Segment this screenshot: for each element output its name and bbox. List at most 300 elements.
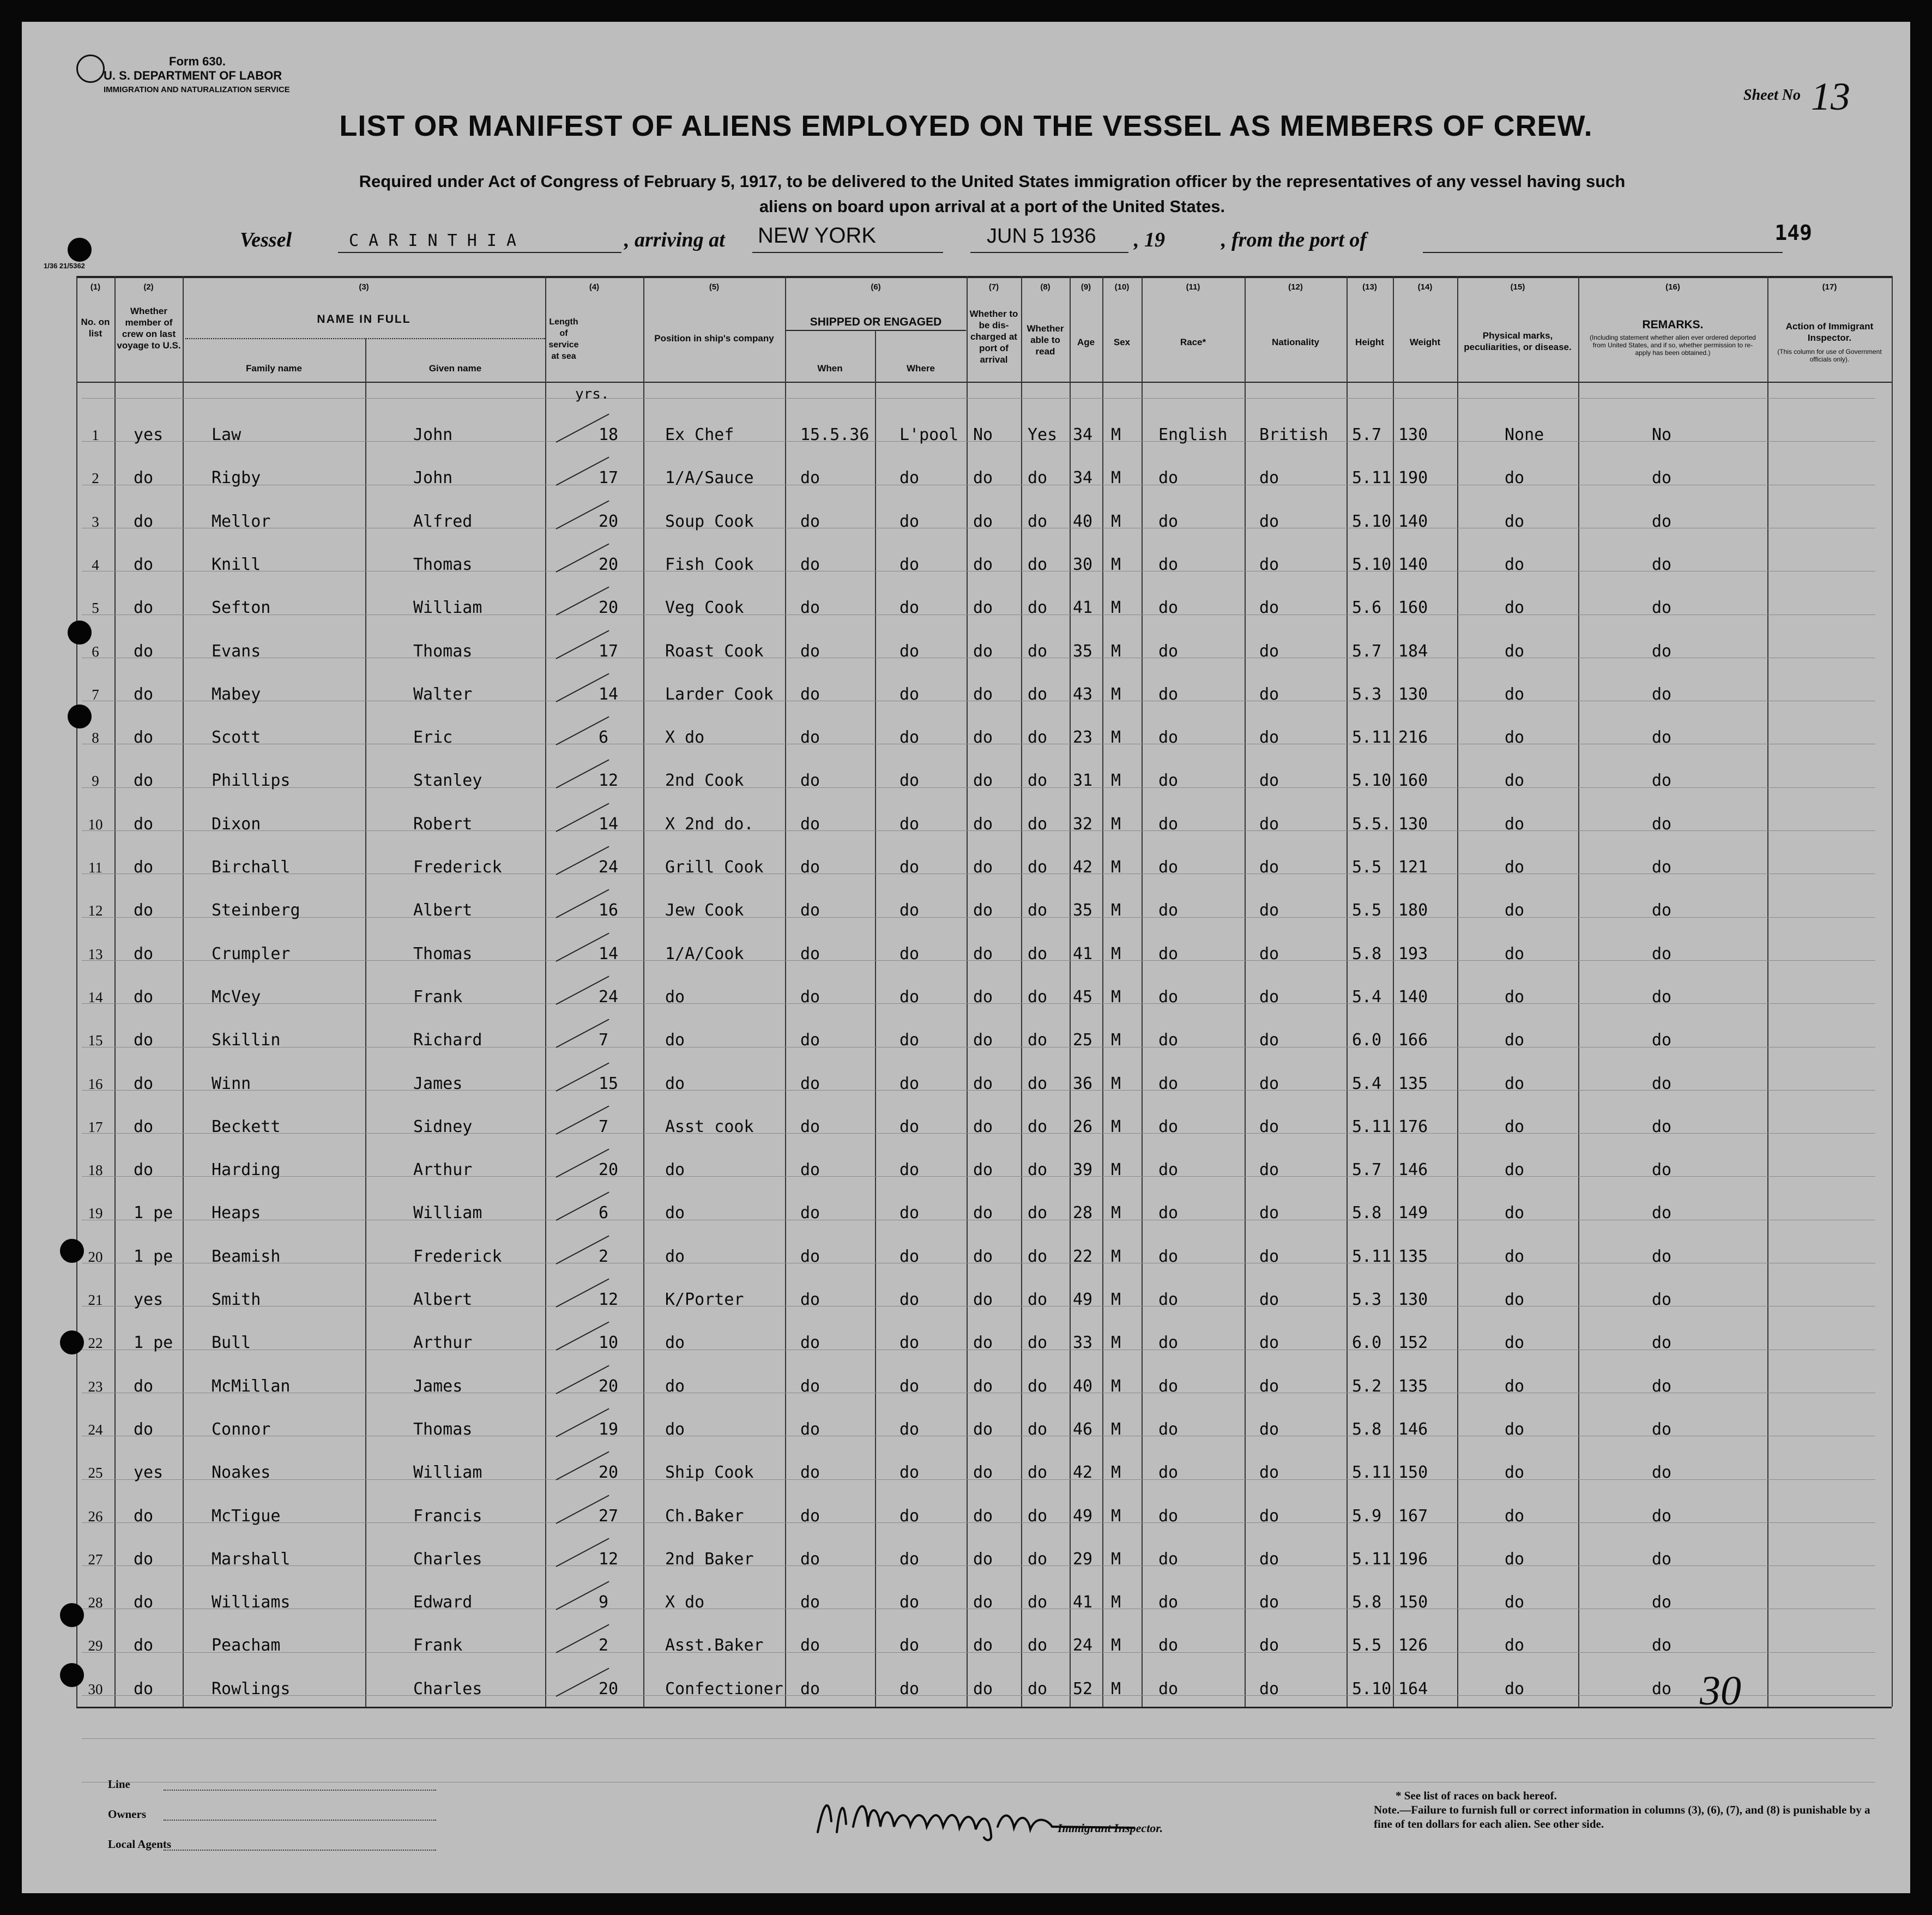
row-number: 3	[92, 514, 99, 530]
cell-given: Thomas	[413, 555, 473, 574]
cell-position: Grill Cook	[665, 858, 764, 877]
cell-race: do	[1158, 1550, 1179, 1569]
colnum-2: (2)	[143, 282, 154, 292]
cell-height: 5.10	[1352, 512, 1392, 531]
cell-physical: do	[1505, 1463, 1525, 1482]
cell-sex: M	[1111, 1160, 1121, 1179]
row-number: 30	[88, 1681, 103, 1697]
cell-service: 6	[599, 1203, 609, 1223]
cell-sex: M	[1111, 858, 1121, 877]
cell-remarks: do	[1652, 1463, 1672, 1482]
row-number: 20	[88, 1249, 103, 1265]
subtitle-line-1: Required under Act of Congress of February 5, 1917, to be delivered to the United States immigration officer by the representatives of any vessel having such	[359, 172, 1626, 191]
cell-age: 22	[1073, 1247, 1093, 1266]
colnum-8: (8)	[1040, 282, 1050, 292]
cell-crew: do	[134, 642, 154, 661]
cell-physical: do	[1505, 1290, 1525, 1309]
cell-physical: do	[1505, 1247, 1525, 1266]
cell-when: do	[800, 728, 820, 747]
cell-crew: yes	[134, 425, 164, 444]
cell-given: Albert	[413, 1290, 473, 1309]
cell-when: do	[800, 901, 820, 920]
cell-nationality: do	[1259, 1333, 1279, 1352]
colnum-17: (17)	[1822, 282, 1837, 292]
cell-when: do	[800, 1507, 820, 1526]
cell-age: 40	[1073, 512, 1093, 531]
department-name: U. S. DEPARTMENT OF LABOR	[104, 69, 282, 82]
cell-weight: 130	[1398, 685, 1428, 704]
handwritten-total: 30	[1700, 1668, 1741, 1714]
cell-read: do	[1028, 1679, 1048, 1699]
row-number: 24	[88, 1422, 103, 1438]
cell-read: do	[1028, 1160, 1048, 1179]
cell-position: 2nd Baker	[665, 1550, 754, 1569]
cell-given: Frank	[413, 1636, 463, 1655]
cell-weight: 167	[1398, 1507, 1428, 1526]
cell-weight: 152	[1398, 1333, 1428, 1352]
cell-weight: 146	[1398, 1160, 1428, 1179]
subtitle-line-2: aliens on board upon arrival at a port of the United States.	[759, 197, 1225, 216]
cell-weight: 146	[1398, 1420, 1428, 1439]
cell-physical: do	[1505, 1377, 1525, 1396]
cell-physical: do	[1505, 468, 1525, 487]
cell-nationality: do	[1259, 555, 1279, 574]
cell-age: 41	[1073, 598, 1093, 617]
cell-height: 5.3	[1352, 685, 1382, 704]
row-number: 10	[88, 816, 103, 833]
cell-race: do	[1158, 901, 1179, 920]
cell-discharged: do	[973, 987, 993, 1007]
cell-height: 5.10	[1352, 1679, 1392, 1699]
cell-where: do	[899, 815, 920, 834]
vessel-name: C A R I N T H I A	[349, 231, 517, 250]
colnum-4: (4)	[589, 282, 600, 292]
cell-discharged: do	[973, 1290, 993, 1309]
agents-label: Local Agents	[108, 1838, 172, 1851]
cell-when: do	[800, 1203, 820, 1223]
cell-crew: do	[134, 771, 154, 790]
cell-weight: 149	[1398, 1203, 1428, 1223]
form-number: Form 630.	[169, 55, 226, 68]
cell-race: do	[1158, 1074, 1179, 1093]
cell-sex: M	[1111, 815, 1121, 834]
cell-crew: do	[134, 728, 154, 747]
cell-position: do	[665, 1333, 685, 1352]
cell-given: Walter	[413, 685, 473, 704]
cell-position: do	[665, 987, 685, 1007]
cell-crew: do	[134, 815, 154, 834]
cell-given: James	[413, 1377, 463, 1396]
cell-given: Robert	[413, 815, 473, 834]
cell-where: do	[899, 1550, 920, 1569]
cell-family: Knill	[212, 555, 261, 574]
cell-given: Charles	[413, 1679, 482, 1699]
cell-position: Roast Cook	[665, 642, 764, 661]
cell-race: do	[1158, 685, 1179, 704]
cell-read: do	[1028, 944, 1048, 963]
cell-position: do	[665, 1074, 685, 1093]
cell-remarks: do	[1652, 555, 1672, 574]
sheet-number-value: 13	[1811, 75, 1850, 118]
cell-physical: do	[1505, 858, 1525, 877]
cell-given: Frederick	[413, 1247, 502, 1266]
cell-nationality: do	[1259, 1636, 1279, 1655]
cell-where: do	[899, 512, 920, 531]
cell-sex: M	[1111, 728, 1121, 747]
cell-discharged: do	[973, 815, 993, 834]
cell-discharged: do	[973, 1636, 993, 1655]
col-border	[1347, 276, 1348, 1707]
cell-physical: do	[1505, 512, 1525, 531]
header-family-name: Family name	[246, 363, 302, 374]
colnum-6: (6)	[871, 282, 881, 292]
cell-service: 6	[599, 728, 609, 747]
cell-remarks: do	[1652, 901, 1672, 920]
row-number: 28	[88, 1594, 103, 1611]
cell-service: 2	[599, 1247, 609, 1266]
row-number: 13	[88, 946, 103, 962]
cell-when: do	[800, 1117, 820, 1136]
cell-nationality: do	[1259, 642, 1279, 661]
cell-age: 29	[1073, 1550, 1093, 1569]
cell-height: 5.8	[1352, 1203, 1382, 1223]
cell-service: 10	[599, 1333, 619, 1352]
cell-weight: 160	[1398, 771, 1428, 790]
header-height: Height	[1355, 337, 1384, 347]
cell-discharged: do	[973, 512, 993, 531]
cell-read: do	[1028, 1420, 1048, 1439]
cell-read: do	[1028, 901, 1048, 920]
page-title: LIST OR MANIFEST OF ALIENS EMPLOYED ON THE VESSEL AS MEMBERS OF CREW.	[339, 110, 1593, 142]
cell-read: do	[1028, 1203, 1048, 1223]
cell-family: Steinberg	[212, 901, 300, 920]
cell-when: do	[800, 815, 820, 834]
cell-discharged: do	[973, 771, 993, 790]
cell-discharged: do	[973, 468, 993, 487]
cell-nationality: do	[1259, 1420, 1279, 1439]
cell-crew: 1 pe	[134, 1333, 173, 1352]
cell-age: 34	[1073, 468, 1093, 487]
cell-when: do	[800, 685, 820, 704]
cell-family: Birchall	[212, 858, 291, 877]
cell-family: Dixon	[212, 815, 261, 834]
cell-nationality: do	[1259, 1377, 1279, 1396]
cell-discharged: do	[973, 1160, 993, 1179]
cell-family: Sefton	[212, 598, 271, 617]
cell-crew: do	[134, 1679, 154, 1699]
cell-age: 24	[1073, 1636, 1093, 1655]
cell-position: Soup Cook	[665, 512, 754, 531]
cell-crew: do	[134, 1550, 154, 1569]
cell-read: do	[1028, 728, 1048, 747]
cell-where: do	[899, 1333, 920, 1352]
header-remarks-note: (Including statement whether alien ever ordered deported from United States, and if so, whether permission to re-apply has been obtained.)	[1590, 334, 1756, 357]
cell-family: Bull	[212, 1333, 251, 1352]
col-border	[1021, 276, 1022, 1707]
punch-hole	[68, 621, 92, 645]
cell-age: 49	[1073, 1507, 1093, 1526]
cell-height: 5.11	[1352, 1550, 1392, 1569]
cell-age: 52	[1073, 1679, 1093, 1699]
cell-position: do	[665, 1031, 685, 1050]
row-number: 25	[88, 1465, 103, 1481]
cell-when: do	[800, 512, 820, 531]
cell-position: Ex Chef	[665, 425, 734, 444]
cell-family: Scott	[212, 728, 261, 747]
cell-read: do	[1028, 1636, 1048, 1655]
cell-age: 49	[1073, 1290, 1093, 1309]
cell-service: 7	[599, 1031, 609, 1050]
cell-nationality: do	[1259, 1507, 1279, 1526]
header-race: Race*	[1180, 337, 1206, 347]
cell-family: Heaps	[212, 1203, 261, 1223]
cell-weight: 196	[1398, 1550, 1428, 1569]
cell-when: do	[800, 1074, 820, 1093]
cell-where: do	[899, 468, 920, 487]
cell-family: Connor	[212, 1420, 271, 1439]
cell-position: 1/A/Sauce	[665, 468, 754, 487]
cell-service: 20	[599, 512, 619, 531]
cell-when: 15.5.36	[800, 425, 870, 444]
col-border	[967, 276, 968, 1707]
cell-physical: do	[1505, 598, 1525, 617]
vessel-label: Vessel	[240, 228, 292, 251]
cell-age: 25	[1073, 1031, 1093, 1050]
cell-when: do	[800, 1593, 820, 1612]
cell-discharged: do	[973, 1333, 993, 1352]
cell-read: do	[1028, 987, 1048, 1007]
cell-race: do	[1158, 944, 1179, 963]
header-action-note: (This column for use of Government officials only).	[1777, 348, 1882, 363]
cell-weight: 126	[1398, 1636, 1428, 1655]
cell-nationality: do	[1259, 1074, 1279, 1093]
cell-discharged: do	[973, 1550, 993, 1569]
cell-family: Rigby	[212, 468, 261, 487]
cell-age: 45	[1073, 987, 1093, 1007]
cell-remarks: do	[1652, 642, 1672, 661]
row-number: 21	[88, 1292, 103, 1308]
cell-age: 41	[1073, 1593, 1093, 1612]
col-border	[114, 276, 116, 1707]
cell-race: do	[1158, 642, 1179, 661]
cell-when: do	[800, 1247, 820, 1266]
owners-label: Owners	[108, 1808, 146, 1821]
cell-crew: do	[134, 1074, 154, 1093]
cell-race: English	[1158, 425, 1228, 444]
cell-race: do	[1158, 728, 1179, 747]
cell-sex: M	[1111, 1679, 1121, 1699]
cell-age: 36	[1073, 1074, 1093, 1093]
cell-family: Beamish	[212, 1247, 281, 1266]
cell-nationality: British	[1259, 425, 1329, 444]
cell-physical: do	[1505, 1593, 1525, 1612]
cell-remarks: do	[1652, 728, 1672, 747]
cell-read: do	[1028, 1031, 1048, 1050]
row-number: 18	[88, 1162, 103, 1178]
cell-family: McVey	[212, 987, 261, 1007]
cell-family: McTigue	[212, 1507, 281, 1526]
cell-age: 35	[1073, 642, 1093, 661]
cell-given: Thomas	[413, 642, 473, 661]
cell-given: John	[413, 425, 453, 444]
cell-weight: 184	[1398, 642, 1428, 661]
col-border	[1245, 276, 1246, 1707]
cell-where: do	[899, 987, 920, 1007]
row-rule	[82, 1738, 1875, 1739]
row-number: 27	[88, 1551, 103, 1568]
stamp-number: 149	[1774, 221, 1812, 245]
cell-race: do	[1158, 815, 1179, 834]
cell-crew: do	[134, 858, 154, 877]
cell-age: 34	[1073, 425, 1093, 444]
cell-read: do	[1028, 1074, 1048, 1093]
cell-service: 20	[599, 1679, 619, 1699]
cell-age: 43	[1073, 685, 1093, 704]
col-border	[1102, 276, 1103, 1707]
cell-discharged: do	[973, 1117, 993, 1136]
cell-weight: 135	[1398, 1377, 1428, 1396]
cell-read: do	[1028, 598, 1048, 617]
cell-where: do	[899, 1420, 920, 1439]
cell-given: Arthur	[413, 1160, 473, 1179]
cell-read: do	[1028, 685, 1048, 704]
cell-when: do	[800, 1550, 820, 1569]
cell-service: 14	[599, 944, 619, 963]
cell-service: 12	[599, 1290, 619, 1309]
cell-nationality: do	[1259, 598, 1279, 617]
cell-remarks: do	[1652, 1247, 1672, 1266]
line-label: Line	[108, 1778, 130, 1791]
cell-when: do	[800, 1679, 820, 1699]
cell-height: 5.5.	[1352, 815, 1392, 834]
cell-when: do	[800, 1160, 820, 1179]
cell-position: do	[665, 1247, 685, 1266]
row-number: 29	[88, 1637, 103, 1654]
cell-family: Beckett	[212, 1117, 281, 1136]
cell-weight: 190	[1398, 468, 1428, 487]
yrs-label: yrs.	[575, 386, 609, 402]
cell-given: Albert	[413, 901, 473, 920]
cell-remarks: do	[1652, 1290, 1672, 1309]
cell-read: do	[1028, 1117, 1048, 1136]
cell-read: do	[1028, 815, 1048, 834]
punch-hole	[68, 704, 92, 728]
cell-physical: do	[1505, 815, 1525, 834]
cell-when: do	[800, 468, 820, 487]
cell-given: William	[413, 598, 482, 617]
cell-sex: M	[1111, 468, 1121, 487]
cell-age: 41	[1073, 944, 1093, 963]
cell-where: do	[899, 1377, 920, 1396]
cell-height: 5.8	[1352, 1420, 1382, 1439]
cell-crew: do	[134, 1593, 154, 1612]
cell-remarks: do	[1652, 1377, 1672, 1396]
cell-physical: do	[1505, 555, 1525, 574]
cell-where: do	[899, 858, 920, 877]
cell-weight: 180	[1398, 901, 1428, 920]
cell-weight: 130	[1398, 815, 1428, 834]
cell-position: X do	[665, 1593, 705, 1612]
cell-family: Noakes	[212, 1463, 271, 1482]
punch-hole	[60, 1663, 84, 1687]
cell-discharged: do	[973, 728, 993, 747]
col-border	[785, 276, 786, 1707]
sheet-label: Sheet No	[1743, 87, 1801, 104]
cell-when: do	[800, 771, 820, 790]
cell-given: Francis	[413, 1507, 482, 1526]
colnum-3: (3)	[359, 282, 369, 292]
cell-discharged: do	[973, 1679, 993, 1699]
cell-height: 6.0	[1352, 1031, 1382, 1050]
cell-height: 5.7	[1352, 425, 1382, 444]
table-bottom-border	[76, 1707, 1892, 1708]
cell-physical: do	[1505, 771, 1525, 790]
cell-race: do	[1158, 1203, 1179, 1223]
cell-when: do	[800, 987, 820, 1007]
cell-discharged: do	[973, 901, 993, 920]
cell-discharged: do	[973, 555, 993, 574]
header-sex: Sex	[1113, 337, 1131, 347]
cell-nationality: do	[1259, 468, 1279, 487]
cell-position: Larder Cook	[665, 685, 774, 704]
colnum-5: (5)	[709, 282, 720, 292]
col-border	[545, 276, 546, 1707]
table-top-border	[76, 276, 1892, 278]
punch-hole	[68, 238, 92, 262]
row-number: 17	[88, 1119, 103, 1135]
footnote-races: * See list of races on back hereof.	[1396, 1789, 1557, 1802]
cell-discharged: do	[973, 1247, 993, 1266]
line-field	[164, 1790, 436, 1791]
cell-given: Frederick	[413, 858, 502, 877]
col-border	[183, 276, 184, 1707]
cell-height: 5.11	[1352, 1247, 1392, 1266]
cell-nationality: do	[1259, 728, 1279, 747]
cell-discharged: No	[973, 425, 993, 444]
row-number: 26	[88, 1508, 103, 1525]
header-when: When	[817, 363, 843, 374]
cell-where: do	[899, 901, 920, 920]
cell-nationality: do	[1259, 685, 1279, 704]
cell-remarks: do	[1652, 1550, 1672, 1569]
cell-service: 20	[599, 555, 619, 574]
cell-weight: 164	[1398, 1679, 1428, 1699]
from-port-label: , from the port of	[1221, 228, 1367, 251]
cell-physical: do	[1505, 1420, 1525, 1439]
cell-remarks: do	[1652, 1420, 1672, 1439]
cell-family: Marshall	[212, 1550, 291, 1569]
cell-where: do	[899, 1636, 920, 1655]
cell-race: do	[1158, 1160, 1179, 1179]
footnote-penalty: Note.—Failure to furnish full or correct information in columns (3), (6), (7), and (8) is punishable by a fine of ten dollars for each alien. See other side.	[1374, 1803, 1870, 1830]
cell-sex: M	[1111, 771, 1121, 790]
cell-when: do	[800, 1463, 820, 1482]
cell-race: do	[1158, 858, 1179, 877]
col-border	[76, 276, 77, 1707]
header-able-read: Whether able to read	[1027, 323, 1064, 357]
row-rule	[82, 398, 1875, 399]
cell-remarks: do	[1652, 1636, 1672, 1655]
cell-weight: 135	[1398, 1074, 1428, 1093]
cell-where: do	[899, 1247, 920, 1266]
row-number: 5	[92, 600, 99, 616]
cell-position: Veg Cook	[665, 598, 744, 617]
header-no-on-list: No. on list	[81, 317, 110, 339]
cell-sex: M	[1111, 987, 1121, 1007]
cell-where: do	[899, 1679, 920, 1699]
cell-position: do	[665, 1377, 685, 1396]
cell-age: 35	[1073, 901, 1093, 920]
